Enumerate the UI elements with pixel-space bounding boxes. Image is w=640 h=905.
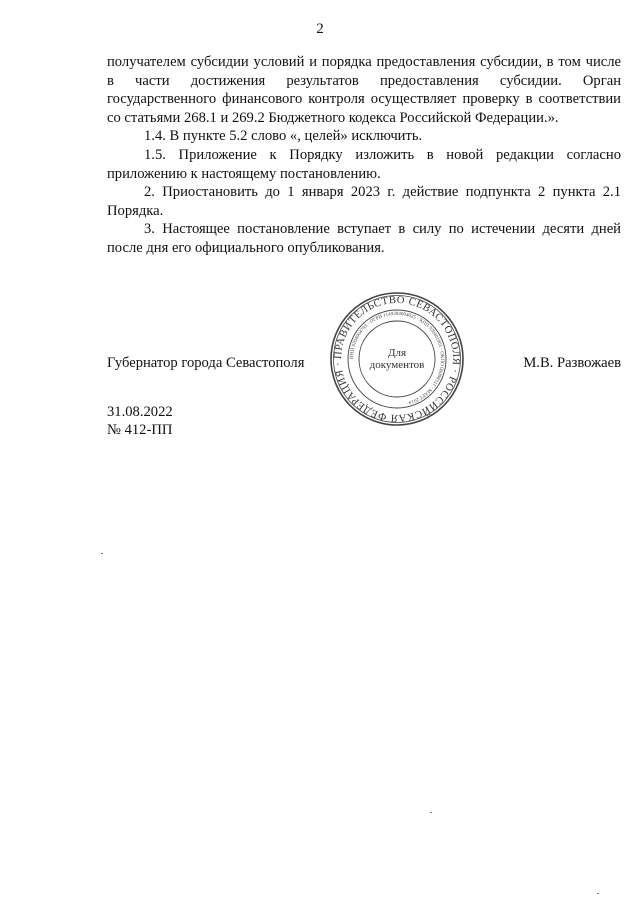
paragraph-3: 3. Настоящее постановление вступает в силу по истечении десяти дней после дня его официального опубликования.: [107, 221, 621, 256]
document-body: [107, 53, 621, 258]
seal-center-line2: документов: [369, 359, 425, 371]
document-meta: [107, 403, 173, 439]
page-number: 2: [316, 21, 324, 37]
paragraph-2: 2. Приостановить до 1 января 2023 г. действие подпункта 2 пункта 2.1 Порядка.: [107, 184, 621, 219]
seal-inner-text: ИНН 9204004793 · ОГРН 1149204004025 · КПП 920401001 · ОКПО 00098311 · МАРТ 2014 ·: [349, 311, 445, 406]
paragraph-1-4: 1.4. В пункте 5.2 слово «, целей» исключить.: [144, 128, 423, 145]
scan-speck: [597, 893, 599, 894]
scan-speck: [101, 553, 103, 554]
signatory-name: М.В. Развожаев: [523, 355, 621, 371]
seal-outer-text: ПРАВИТЕЛЬСТВО СЕВАСТОПОЛЯ · РОССИЙСКАЯ ФЕДЕРАЦИЯ ·: [332, 294, 462, 424]
document-number: № 412-ПП: [107, 422, 173, 438]
paragraph-1-5: 1.5. Приложение к Порядку изложить в новой редакции согласно приложению к настоящему постановлению.: [107, 146, 621, 182]
signatory-title: Губернатор города Севастополя: [107, 355, 305, 371]
paragraph-continuation: получателем субсидии условий и порядка предоставления субсидии, в том числе в части достижения результатов предоставления субсидии. Орган государственного финансового контроля осуществляет проверку в соответствии со статьями 268.1 и 269.2 Бюджетного кодекса Российской Федерации.».: [107, 54, 621, 126]
scan-speck: [430, 812, 432, 813]
official-seal-stamp: [328, 290, 466, 428]
document-date: 31.08.2022: [107, 404, 173, 420]
seal-center-line1: Для: [387, 347, 407, 359]
